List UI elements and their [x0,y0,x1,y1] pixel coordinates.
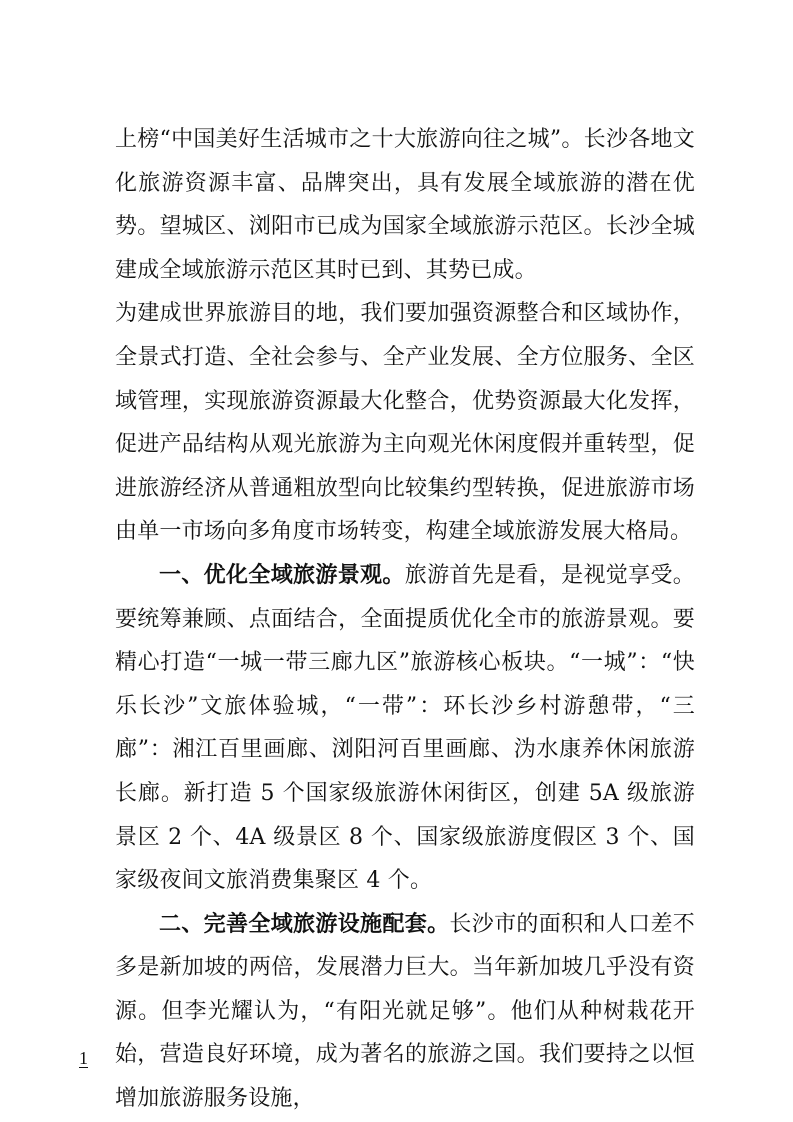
paragraph-2-text: 为建成世界旅游目的地，我们要加强资源整合和区域协作，全景式打造、全社会参与、全产业发展、全方位服务、全区域管理，实现旅游资源最大化整合，优势资源最大化发挥，促进产品结构从观光旅游为主向观光休闲度假并重转型，促进旅游经济从普通粗放型向比较集约型转换，促进旅游市场由单一市场向多角度市场转变，构建全域旅游发展大格局。 [115,301,695,545]
paragraph-2 [115,292,695,554]
page-number: 1 [79,1048,88,1068]
paragraph-1-text: 上榜“中国美好生活城市之十大旅游向往之城”。长沙各地文化旅游资源丰富、品牌突出，具有发展全域旅游的潜在优势。望城区、浏阳市已成为国家全域旅游示范区。长沙全城建成全域旅游示范区其时已到、其势已成。 [115,127,695,283]
paragraph-3-text: 旅游首先是看，是视觉享受。要统筹兼顾、点面结合，全面提质优化全市的旅游景观。要精心打造“一城一带三廊九区”旅游核心板块。“一城”：“快乐长沙”文旅体验城，“一带”：环长沙乡村游憩带，“三廊”：湘江百里画廊、浏阳河百里画廊、沩水康养休闲旅游长廊。新打造 5 个国家级旅游休闲街区，创建 5A 级旅游景区 2 个、4A 级景区 8 个、国家级旅游度假区 3 个、国家级夜间文旅消费集聚区 4 个。 [115,562,695,894]
paragraph-3 [115,554,695,903]
paragraph-1 [115,118,695,292]
paragraph-4 [115,903,695,1121]
section-heading-2: 二、完善全域旅游设施配套。 [159,911,450,937]
section-heading-1: 一、优化全域旅游景观。 [159,562,405,588]
paragraph-4-text: 长沙市的面积和人口差不多是新加坡的两倍，发展潜力巨大。当年新加坡几乎没有资源。但李光耀认为，“有阳光就足够”。他们从种树栽花开始，营造良好环境，成为著名的旅游之国。我们要持之以恒增加旅游服务设施， [115,911,695,1112]
body-text [115,118,695,1121]
